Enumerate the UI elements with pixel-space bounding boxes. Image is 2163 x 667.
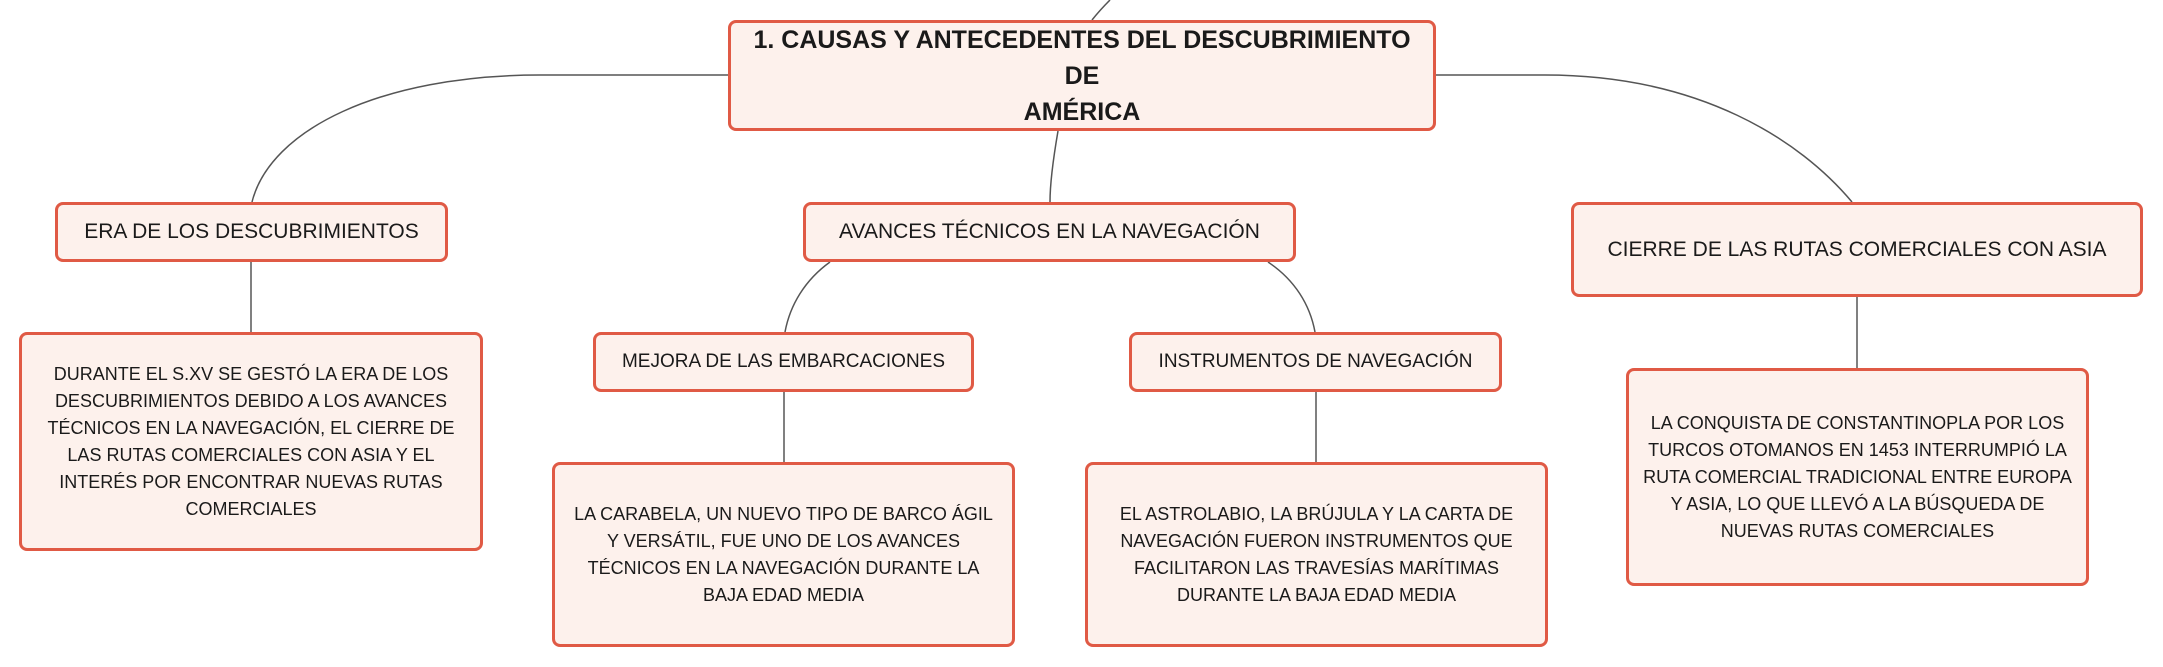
connector-root-parent (1092, 0, 1110, 20)
era-detail-line: TÉCNICOS EN LA NAVEGACIÓN, EL CIERRE DE (47, 417, 455, 438)
node-embarcaciones-detail[interactable] (552, 462, 1015, 647)
node-instrumentos-navegacion[interactable] (1129, 332, 1502, 392)
node-cierre-rutas[interactable] (1571, 202, 2143, 297)
instrumentos-detail-line: NAVEGACIÓN FUERON INSTRUMENTOS QUE (1120, 530, 1513, 551)
node-embarcaciones-title: MEJORA DE LAS EMBARCACIONES (621, 351, 946, 372)
connector-root-era (252, 75, 728, 202)
embarcaciones-detail-line: LA CARABELA, UN NUEVO TIPO DE BARCO ÁGIL (574, 503, 993, 524)
node-instrumentos-title: INSTRUMENTOS DE NAVEGACIÓN (1158, 351, 1473, 372)
node-mejora-embarcaciones[interactable] (593, 332, 974, 392)
cierre-detail-line: TURCOS OTOMANOS EN 1453 INTERRUMPIÓ LA (1648, 439, 2067, 460)
cierre-detail-line: LA CONQUISTA DE CONSTANTINOPLA POR LOS (1650, 412, 2065, 433)
cierre-detail-line: NUEVAS RUTAS COMERCIALES (1720, 520, 1995, 541)
root-title-line1: 1. CAUSAS Y ANTECEDENTES DEL DESCUBRIMIENTO DE (753, 25, 1411, 90)
embarcaciones-detail-line: BAJA EDAD MEDIA (702, 584, 865, 605)
root-title-line2: AMÉRICA (1023, 97, 1141, 126)
era-detail-line: INTERÉS POR ENCONTRAR NUEVAS RUTAS (59, 471, 443, 492)
node-era-detail[interactable] (19, 332, 483, 551)
era-detail-line: LAS RUTAS COMERCIALES CON ASIA Y EL (67, 444, 435, 465)
node-era-title: ERA DE LOS DESCUBRIMIENTOS (84, 220, 419, 243)
instrumentos-detail-line: DURANTE LA BAJA EDAD MEDIA (1176, 584, 1457, 605)
node-cierre-title: CIERRE DE LAS RUTAS COMERCIALES CON ASIA (1607, 237, 2107, 261)
node-avances-title: AVANCES TÉCNICOS EN LA NAVEGACIÓN (839, 220, 1260, 243)
node-instrumentos-detail[interactable] (1085, 462, 1548, 647)
era-detail-line: DURANTE EL S.XV SE GESTÓ LA ERA DE LOS (53, 363, 449, 384)
connector-avances-instrumentos (1268, 262, 1315, 332)
cierre-detail-line: Y ASIA, LO QUE LLEVÓ A LA BÚSQUEDA DE (1670, 493, 2045, 514)
connector-avances-embarcaciones (785, 262, 830, 332)
node-avances-tecnicos[interactable] (803, 202, 1296, 262)
connector-root-avances (1050, 131, 1058, 202)
embarcaciones-detail-line: Y VERSÁTIL, FUE UNO DE LOS AVANCES (606, 530, 961, 551)
cierre-detail-line: RUTA COMERCIAL TRADICIONAL ENTRE EUROPA (1643, 466, 2072, 487)
node-era-descubrimientos[interactable] (55, 202, 448, 262)
era-detail-line: COMERCIALES (185, 498, 317, 519)
connector-root-cierre (1436, 75, 1852, 202)
embarcaciones-detail-line: TÉCNICOS EN LA NAVEGACIÓN DURANTE LA (587, 557, 980, 578)
node-cierre-detail[interactable] (1626, 368, 2089, 586)
instrumentos-detail-line: EL ASTROLABIO, LA BRÚJULA Y LA CARTA DE (1119, 503, 1514, 524)
era-detail-line: DESCUBRIMIENTOS DEBIDO A LOS AVANCES (54, 390, 448, 411)
root-node[interactable] (728, 20, 1436, 131)
instrumentos-detail-line: FACILITARON LAS TRAVESÍAS MARÍTIMAS (1133, 557, 1500, 578)
